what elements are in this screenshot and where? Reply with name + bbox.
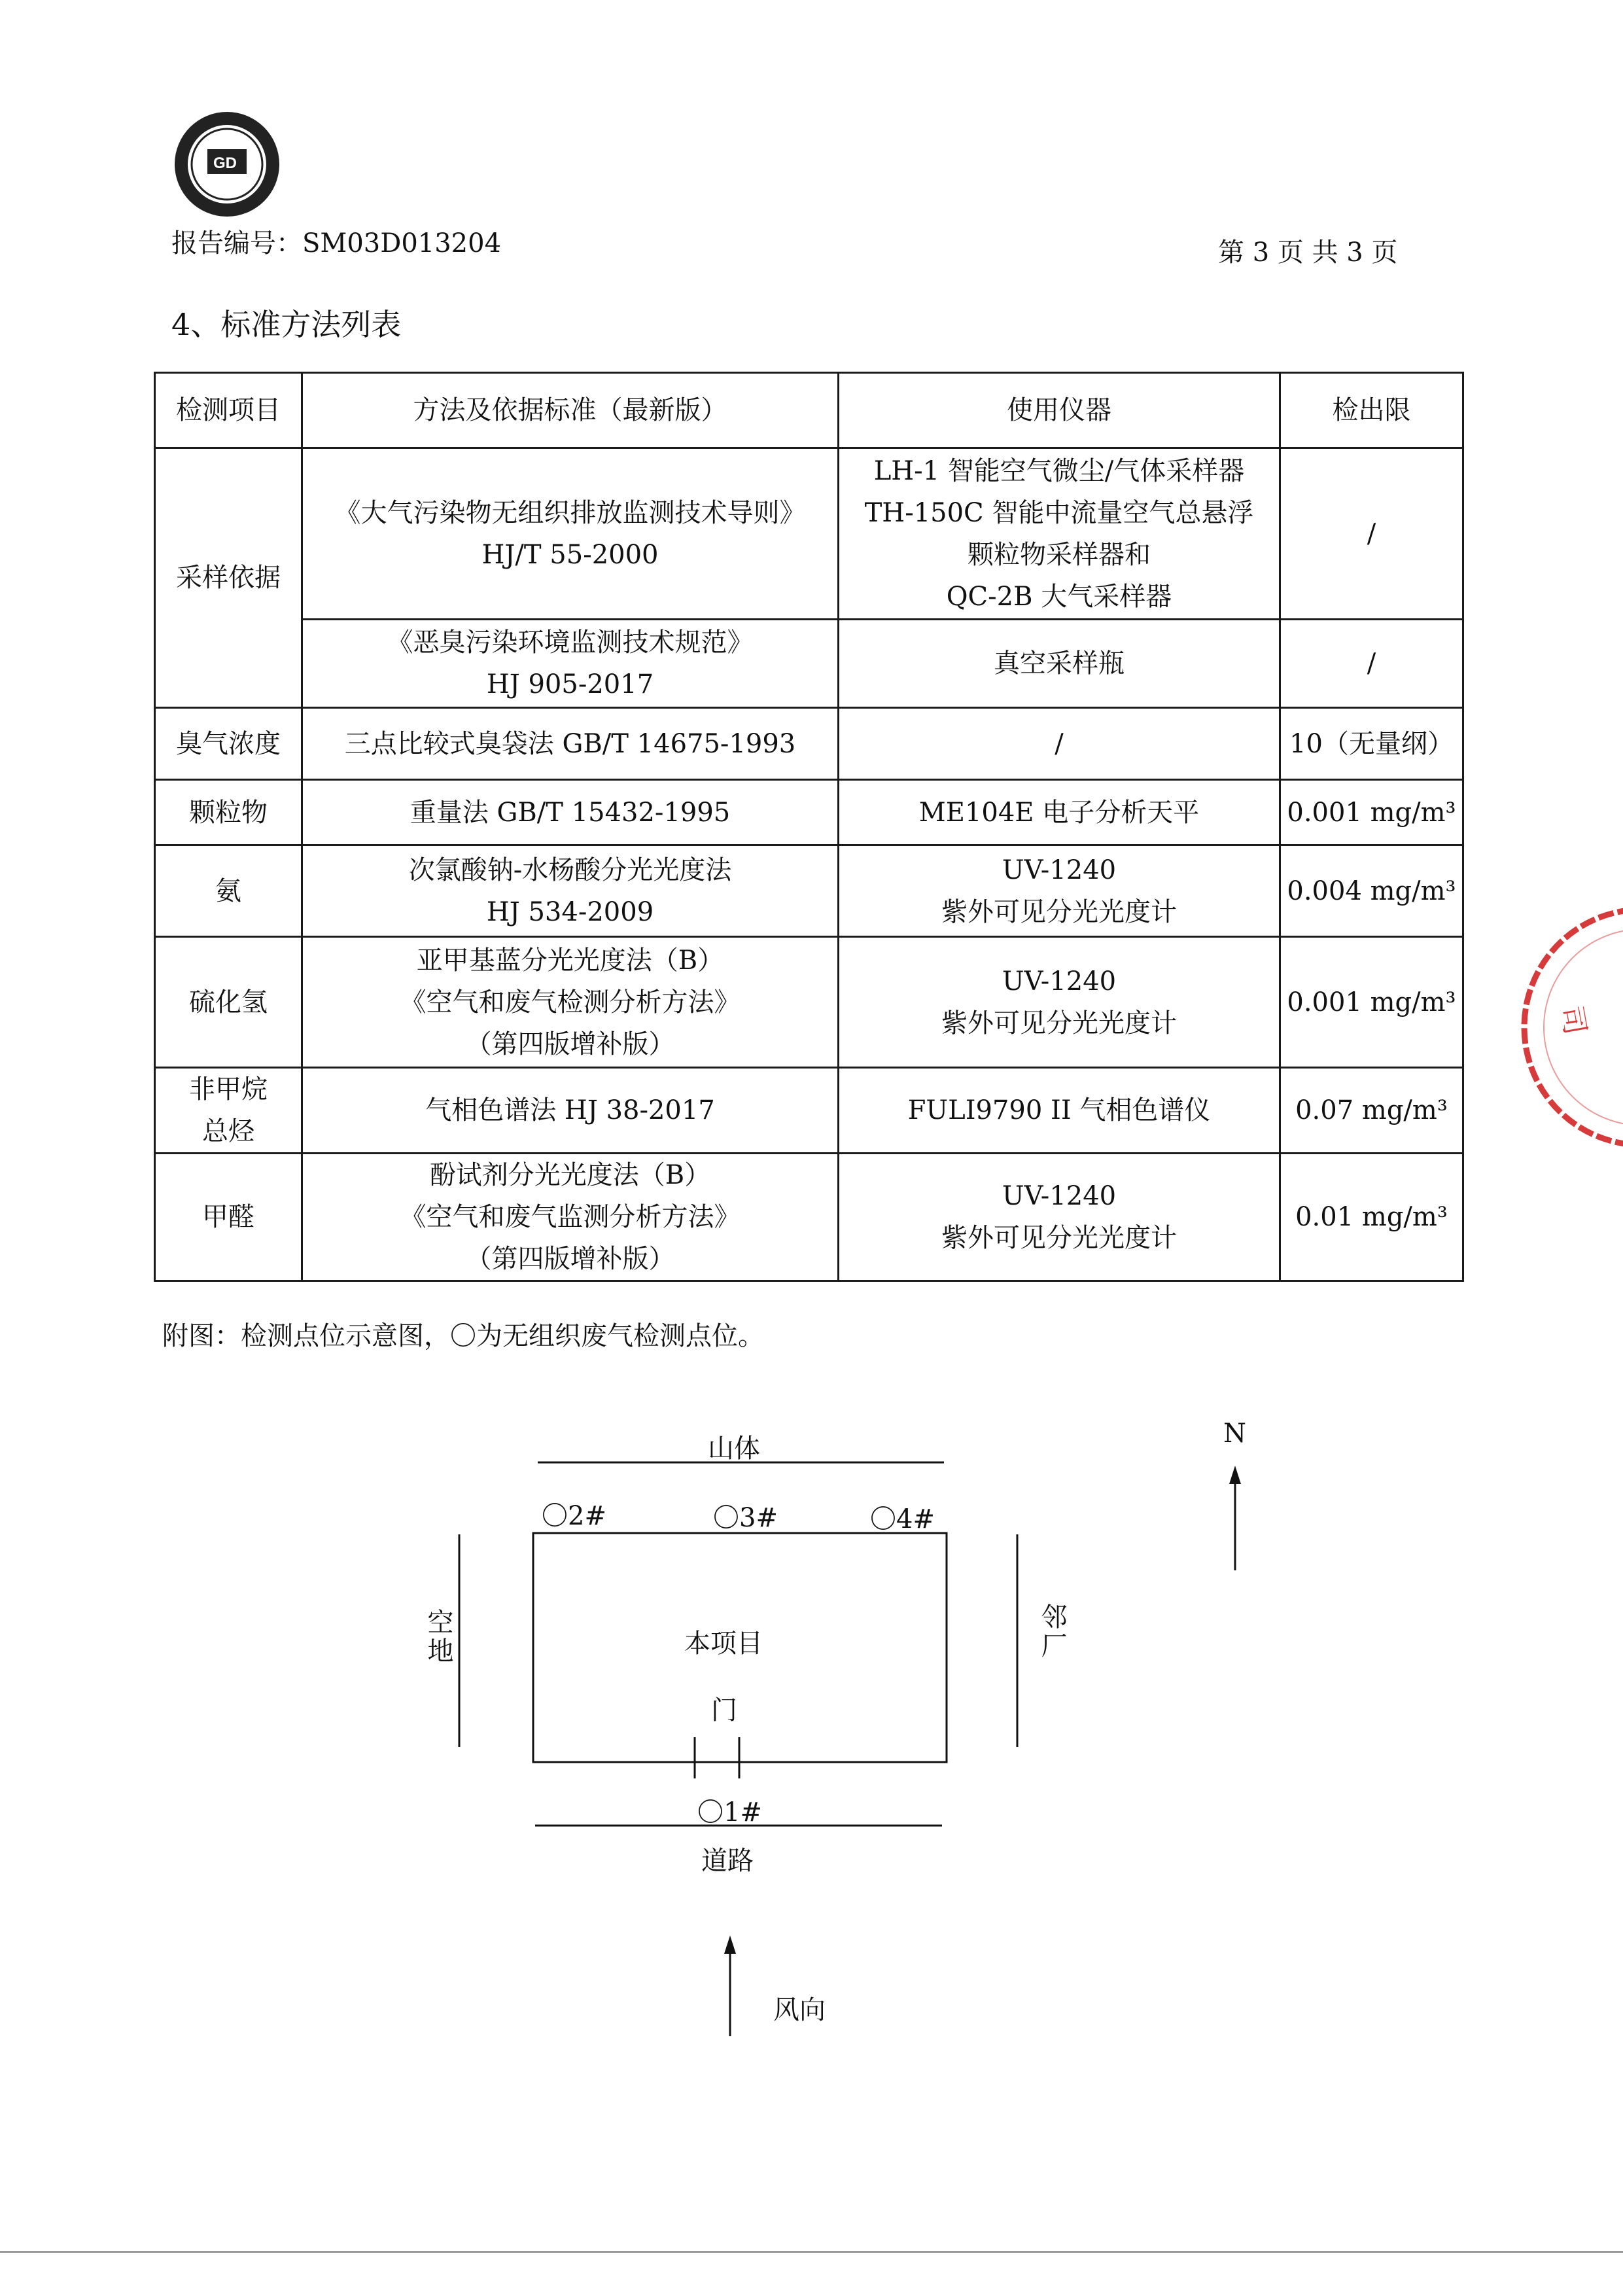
item-cell: 采样依据 xyxy=(155,448,302,708)
limit-cell: 0.001 mg/m³ xyxy=(1280,780,1463,845)
limit-cell: / xyxy=(1280,620,1463,708)
instrument-cell xyxy=(839,845,1280,937)
method-cell xyxy=(302,845,839,937)
instrument-cell: 真空采样瓶 xyxy=(839,620,1280,708)
method-line: HJ 534-2009 xyxy=(486,896,654,927)
limit-cell: 0.004 mg/m³ xyxy=(1280,845,1463,937)
table-row xyxy=(155,937,1463,1068)
limit-cell: 0.001 mg/m³ xyxy=(1280,937,1463,1068)
method-cell xyxy=(302,620,839,708)
point-2-label: 〇2# xyxy=(542,1501,606,1531)
method-line: 《空气和废气检测分析方法》 xyxy=(400,987,741,1017)
item-line: 总烃 xyxy=(202,1116,254,1146)
point-4-label: 〇4# xyxy=(870,1504,935,1534)
report-number-value: SM03D013204 xyxy=(302,228,502,258)
limit-cell: 0.07 mg/m³ xyxy=(1280,1068,1463,1154)
instrument-cell xyxy=(839,448,1280,620)
section-title: 4、标准方法列表 xyxy=(171,307,402,342)
instrument-cell xyxy=(839,1154,1280,1281)
standard-methods-table xyxy=(154,372,1464,1282)
wind-arrow-head xyxy=(724,1935,736,1954)
method-cell xyxy=(302,937,839,1068)
limit-cell: 10（无量纲） xyxy=(1280,708,1463,780)
table-row xyxy=(155,1068,1463,1154)
table-row xyxy=(155,448,1463,620)
item-line: 非甲烷 xyxy=(189,1074,268,1104)
report-number-label: 报告编号： xyxy=(171,228,302,258)
figure-caption: 附图：检测点位示意图，〇为无组织废气检测点位。 xyxy=(162,1321,764,1351)
instrument-cell: ME104E 电子分析天平 xyxy=(839,780,1280,845)
wind-direction-label: 风向 xyxy=(773,1995,826,2025)
instrument-line: 颗粒物采样器和 xyxy=(968,539,1151,570)
point-3-label: 〇3# xyxy=(713,1503,778,1533)
method-line: HJ/T 55-2000 xyxy=(481,539,659,570)
method-line: 酚试剂分光光度法（B） xyxy=(429,1160,711,1190)
method-line: 《空气和废气监测分析方法》 xyxy=(400,1202,741,1232)
method-line: 次氯酸钠-水杨酸分光光度法 xyxy=(408,855,732,885)
item-cell: 甲醛 xyxy=(155,1154,302,1281)
header-limit: 检出限 xyxy=(1280,373,1463,448)
page-info: 第 3 页 共 3 页 xyxy=(1218,238,1398,268)
instrument-line: 紫外可见分光光度计 xyxy=(941,1223,1177,1253)
instrument-line: 紫外可见分光光度计 xyxy=(941,896,1177,927)
instrument-line: TH-150C 智能中流量空气总悬浮 xyxy=(864,497,1254,528)
instrument-cell xyxy=(839,937,1280,1068)
neighbor-factory-label: 邻厂 xyxy=(1037,1603,1067,1661)
instrument-cell: / xyxy=(839,708,1280,780)
method-cell: 重量法 GB/T 15432-1995 xyxy=(302,780,839,845)
north-arrow-head xyxy=(1229,1466,1241,1484)
header-method: 方法及依据标准（最新版） xyxy=(302,373,839,448)
instrument-cell: FULI9790 II 气相色谱仪 xyxy=(839,1068,1280,1154)
gate-label: 门 xyxy=(711,1695,737,1725)
method-line: 亚甲基蓝分光光度法（B） xyxy=(416,945,724,976)
diagram-graphics xyxy=(393,1407,1308,2127)
road-label: 道路 xyxy=(701,1846,754,1876)
method-line: （第四版增补版） xyxy=(465,1029,675,1059)
instrument-line: UV-1240 xyxy=(1002,855,1117,885)
instrument-line: LH-1 智能空气微尘/气体采样器 xyxy=(873,455,1245,486)
north-label: N xyxy=(1223,1419,1246,1449)
empty-land-label: 空地 xyxy=(423,1608,453,1666)
method-line: HJ 905-2017 xyxy=(486,669,654,699)
instrument-line: UV-1240 xyxy=(1002,966,1117,997)
table-header-row xyxy=(155,373,1463,448)
company-seal-partial xyxy=(1511,896,1623,1158)
header-instrument: 使用仪器 xyxy=(839,373,1280,448)
header-item: 检测项目 xyxy=(155,373,302,448)
limit-cell: 0.01 mg/m³ xyxy=(1280,1154,1463,1281)
item-cell xyxy=(155,1068,302,1154)
mountain-label: 山体 xyxy=(708,1434,760,1464)
svg-text:GD: GD xyxy=(213,154,237,172)
table-row xyxy=(155,780,1463,845)
table-row xyxy=(155,845,1463,937)
table-row xyxy=(155,708,1463,780)
table-row xyxy=(155,620,1463,708)
method-line: 《大气污染物无组织排放监测技术导则》 xyxy=(334,497,806,528)
table-row xyxy=(155,1154,1463,1281)
method-cell: 气相色谱法 HJ 38-2017 xyxy=(302,1068,839,1154)
item-cell: 臭气浓度 xyxy=(155,708,302,780)
company-logo xyxy=(171,109,283,220)
report-number xyxy=(171,222,501,260)
point-1-label: 〇1# xyxy=(697,1797,762,1828)
method-line: 《恶臭污染环境监测技术规范》 xyxy=(387,627,754,658)
method-line: （第四版增补版） xyxy=(465,1244,675,1274)
instrument-line: QC-2B 大气采样器 xyxy=(946,581,1172,612)
item-cell: 硫化氢 xyxy=(155,937,302,1068)
method-cell xyxy=(302,1154,839,1281)
item-cell: 颗粒物 xyxy=(155,780,302,845)
item-cell: 氨 xyxy=(155,845,302,937)
monitoring-point-diagram xyxy=(393,1407,1308,2127)
method-cell: 三点比较式臭袋法 GB/T 14675-1993 xyxy=(302,708,839,780)
instrument-line: 紫外可见分光光度计 xyxy=(941,1008,1177,1038)
scan-edge-line xyxy=(0,2251,1623,2253)
limit-cell: / xyxy=(1280,448,1463,620)
instrument-line: UV-1240 xyxy=(1002,1181,1117,1211)
project-label: 本项目 xyxy=(684,1629,763,1659)
method-cell xyxy=(302,448,839,620)
svg-text:司: 司 xyxy=(1554,1003,1592,1038)
